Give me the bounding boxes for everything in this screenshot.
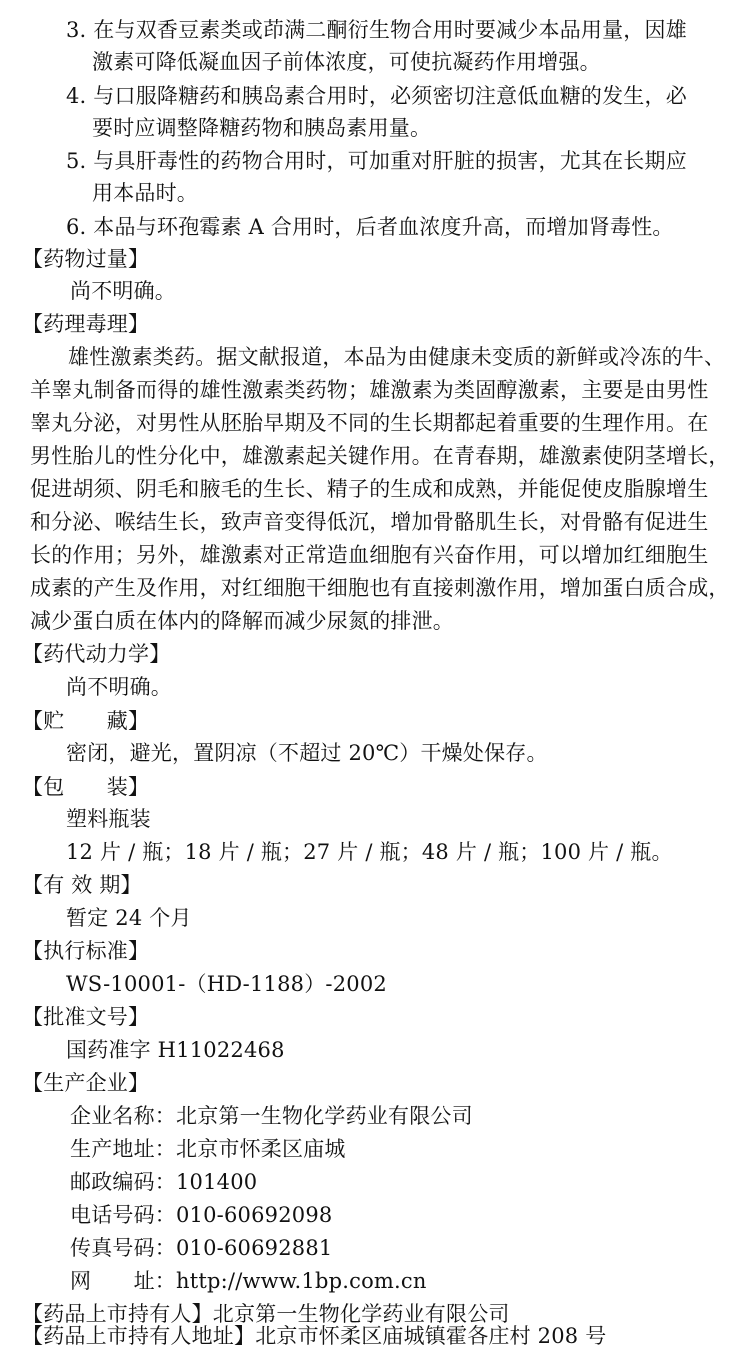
pharmacology-line: 长的作用；另外，雄激素对正常造血细胞有兴奋作用，可以增加红细胞生 [30, 543, 709, 567]
overdose-text: 尚不明确。 [70, 279, 176, 303]
pharmacology-line: 羊睾丸制备而得的雄性激素类药物；雄激素为类固醇激素，主要是由男性 [30, 378, 709, 402]
interaction-item-3-line-2: 激素可降低凝血因子前体浓度，可使抗凝药作用增强。 [92, 50, 601, 74]
pharmacokinetics-heading: 【药代动力学】 [22, 642, 171, 666]
validity-text: 暂定 24 个月 [66, 906, 192, 930]
manufacturer-website: 网 址：http://www.1bp.com.cn [70, 1269, 427, 1293]
manufacturer-heading: 【生产企业】 [22, 1071, 150, 1095]
pharmacology-heading: 【药理毒理】 [22, 312, 150, 336]
standard-text: WS-10001-（HD-1188）-2002 [66, 972, 387, 996]
packaging-material: 塑料瓶装 [66, 807, 151, 831]
interaction-item-3-line-1: 3. 在与双香豆素类或茚满二酮衍生物合用时要减少本品用量，因雄 [66, 18, 687, 42]
marketing-holder: 【药品上市持有人】北京第一生物化学药业有限公司 [22, 1302, 510, 1326]
pharmacology-line: 睾丸分泌，对男性从胚胎早期及不同的生长期都起着重要的生理作用。在 [30, 411, 709, 435]
overdose-heading: 【药物过量】 [22, 247, 150, 271]
pharmacokinetics-text: 尚不明确。 [66, 675, 172, 699]
manufacturer-postcode: 邮政编码：101400 [70, 1170, 258, 1194]
pharmacology-line: 成素的产生及作用，对红细胞干细胞也有直接刺激作用，增加蛋白质合成， [30, 576, 730, 600]
pharmacology-line: 男性胎儿的性分化中，雄激素起关键作用。在青春期，雄激素使阴茎增长， [30, 444, 730, 468]
interaction-item-4-line-1: 4. 与口服降糖药和胰岛素合用时，必须密切注意低血糖的发生，必 [66, 84, 687, 108]
interaction-item-4-line-2: 要时应调整降糖药物和胰岛素用量。 [92, 116, 432, 140]
manufacturer-fax: 传真号码：010-60692881 [70, 1236, 333, 1260]
manufacturer-phone: 电话号码：010-60692098 [70, 1203, 333, 1227]
pharmacology-line: 促进胡须、阴毛和腋毛的生长、精子的生成和成熟，并能促使皮脂腺增生 [30, 477, 709, 501]
packaging-heading: 【包 装】 [22, 775, 150, 799]
marketing-holder-address: 【药品上市持有人地址】北京市怀柔区庙城镇霍各庄村 208 号 [22, 1324, 607, 1348]
packaging-sizes: 12 片 / 瓶；18 片 / 瓶；27 片 / 瓶；48 片 / 瓶；100 片 / 瓶。 [66, 840, 673, 864]
pharmacology-line: 减少蛋白质在体内的降解而减少尿氮的排泄。 [30, 609, 454, 633]
pharmacology-line: 和分泌、喉结生长，致声音变得低沉，增加骨骼肌生长，对骨骼有促进生 [30, 510, 709, 534]
interaction-item-5-line-2: 用本品时。 [92, 181, 198, 205]
interaction-item-5-line-1: 5. 与具肝毒性的药物合用时，可加重对肝脏的损害，尤其在长期应 [66, 149, 687, 173]
approval-text: 国药准字 H11022468 [66, 1038, 285, 1062]
storage-heading: 【贮 藏】 [22, 709, 150, 733]
interaction-item-6-line-1: 6. 本品与环孢霉素 A 合用时，后者血浓度升高，而增加肾毒性。 [66, 215, 674, 239]
validity-heading: 【有 效 期】 [22, 873, 142, 897]
pharmacology-line: 雄性激素类药。据文献报道，本品为由健康未变质的新鲜或冷冻的牛、 [68, 345, 726, 369]
approval-heading: 【批准文号】 [22, 1005, 150, 1029]
manufacturer-name: 企业名称：北京第一生物化学药业有限公司 [70, 1104, 473, 1128]
standard-heading: 【执行标准】 [22, 939, 150, 963]
manufacturer-address: 生产地址：北京市怀柔区庙城 [70, 1137, 346, 1161]
storage-text: 密闭，避光，置阴凉（不超过 20℃）干燥处保存。 [66, 741, 548, 765]
